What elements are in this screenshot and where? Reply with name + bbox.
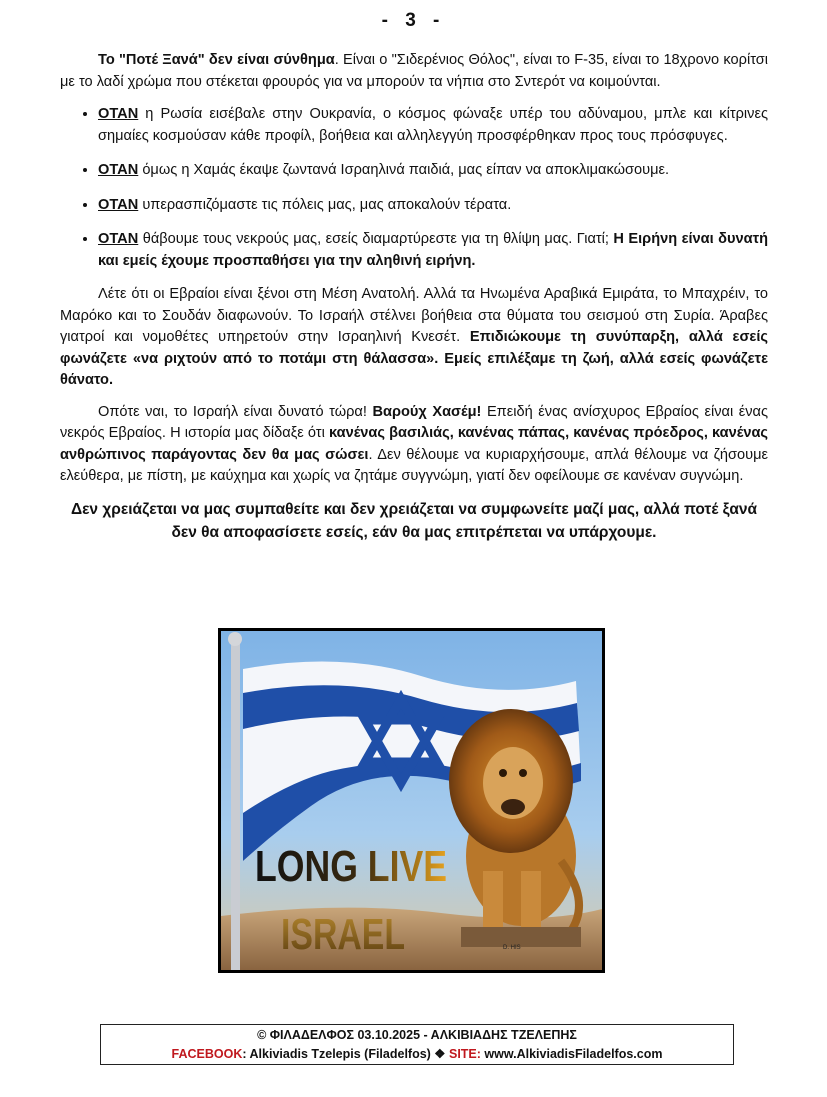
footer-links xyxy=(101,1045,733,1064)
flag-lion-illustration xyxy=(221,631,602,970)
footer-copyright: © ΦΙΛΑΔΕΛΦΟΣ 03.10.2025 - ΑΛΚΙΒΙΑΔΗΣ ΤΖΕΛΕΠΗΣ xyxy=(257,1028,577,1042)
strength-text-2: Επειδή ένας ανίσχυρος Εβραίος είναι ένας νεκρός Εβραίος. Η ιστορία μας δίδαξε ότι xyxy=(60,403,769,441)
coexistence-text: Λέτε ότι οι Εβραίοι είναι ξένοι στη Μέση Ανατολή. Αλλά τα Ηνωμένα Αραβικά Εμιράτα, το Μπαχρέιν, το Μαρόκο και το Σουδάν διαφωνούν. Το Ισραήλ στέλνει βοήθεια στα θύματα του σεισμού στη Συρία. Άραβες γιατροί και νομοθέτες υπηρετούν στην Ισραηλινή Κνεσέτ. xyxy=(60,286,768,345)
pole-finial xyxy=(228,632,242,646)
list-item xyxy=(98,103,768,147)
flag-lion-image xyxy=(218,628,605,973)
bullet-keyword: ΟΤΑΝ xyxy=(98,196,139,213)
strength-bold-2: κανένας βασιλιάς, κανένας πάπας, κανένας πρόεδρος, κανένας ανθρώπινος παράγοντας δεν θα μας σώσει xyxy=(60,425,769,463)
bullet-text: όμως η Χαμάς έκαψε ζωντανά Ισραηλινά παιδιά, μας είπαν να αποκλιμακώσουμε. xyxy=(138,162,670,178)
strength-text-3: . Δεν θέλουμε να κυριαρχήσουμε, απλά θέλουμε να ζήσουμε ελεύθερα, με πίστη, με καύχημα και χωρίς να ζητάμε συγγνώμη, γιατί δεν οφείλουμε σε κανέναν συγνώμη. xyxy=(60,446,768,484)
bullet-text: υπερασπιζόμαστε τις πόλεις μας, μας αποκαλούν τέρατα. xyxy=(138,196,512,213)
page-number: - 3 - xyxy=(381,10,446,31)
intro-bold-lead: Το "Ποτέ Ξανά" δεν είναι σύνθημα xyxy=(98,52,335,68)
flag-pole xyxy=(231,639,240,970)
paragraph-coexistence xyxy=(60,284,768,392)
image-caption-line1: LONG LIVE xyxy=(255,842,447,891)
list-item xyxy=(98,228,768,272)
site-link[interactable]: www.AlkiviadisFiladelfos.com xyxy=(480,1047,663,1061)
paragraph-strength xyxy=(60,402,768,488)
list-item xyxy=(98,159,768,182)
bullet-keyword: ΟΤΑΝ xyxy=(98,231,139,247)
closing-statement: Δεν χρειάζεται να μας συμπαθείτε και δεν χρειάζεται να συμφωνείτε μαζί μας, αλλά ποτέ ξανά δεν θα αποφασίσετε εσείς, εάν θα μας επιτρέπεται να υπάρχουμε. xyxy=(70,500,758,541)
site-label: SITE: xyxy=(448,1047,481,1061)
bullet-text: θάβουμε τους νεκρούς μας, εσείς διαμαρτύρεστε για τη θλίψη μας. Γιατί; xyxy=(138,231,614,247)
intro-text: . Είναι ο "Σιδερένιος Θόλος", είναι το F-35, είναι το 18χρονο κορίτσι με το λαδί χρώμα που στέκεται φρουρός για να μπορούν τα νήπια στο Σντερότ να κοιμούνται. xyxy=(60,52,769,90)
bullet-keyword: ΟΤΑΝ xyxy=(98,162,139,178)
bullet-keyword: ΟΤΑΝ xyxy=(98,106,139,122)
article-body xyxy=(60,50,768,544)
facebook-value[interactable]: : Alkiviadis Tzelepis (Filadelfos) ❖ xyxy=(242,1047,449,1061)
strength-text-1: Οπότε ναι, το Ισραήλ είναι δυνατό τώρα! xyxy=(98,403,373,420)
footer-box xyxy=(100,1024,734,1065)
paragraph-intro xyxy=(60,50,768,93)
image-caption-line2: ISRAEL xyxy=(281,910,405,959)
strength-bold-1: Βαρούχ Χασέμ! xyxy=(372,403,482,420)
bullet-text: η Ρωσία εισέβαλε στην Ουκρανία, ο κόσμος φώναξε υπέρ του αδύναμου, μπλε και κίτρινες σημαίες κοσμούσαν κάθε προφίλ, βοήθεια και αλληλεγγύη προσφέρθηκαν προς τους πρόσφυγες. xyxy=(98,106,768,144)
coexistence-bold: Επιδιώκουμε τη συνύπαρξη, αλλά εσείς φωνάζετε «να ριχτούν από το ποτάμι στη θάλασσα». Εμείς επιλέξαμε τη ζωή, αλλά εσείς φωνάζετε θάνατο. xyxy=(60,329,768,388)
list-item xyxy=(98,194,768,217)
image-signature: D. HIS xyxy=(503,945,521,951)
bullet-bold-tail: Η Ειρήνη είναι δυνατή και εμείς έχουμε προσπαθήσει για την αληθινή ειρήνη. xyxy=(98,231,768,269)
bullet-list xyxy=(60,103,768,272)
facebook-label: FACEBOOK xyxy=(171,1047,243,1061)
